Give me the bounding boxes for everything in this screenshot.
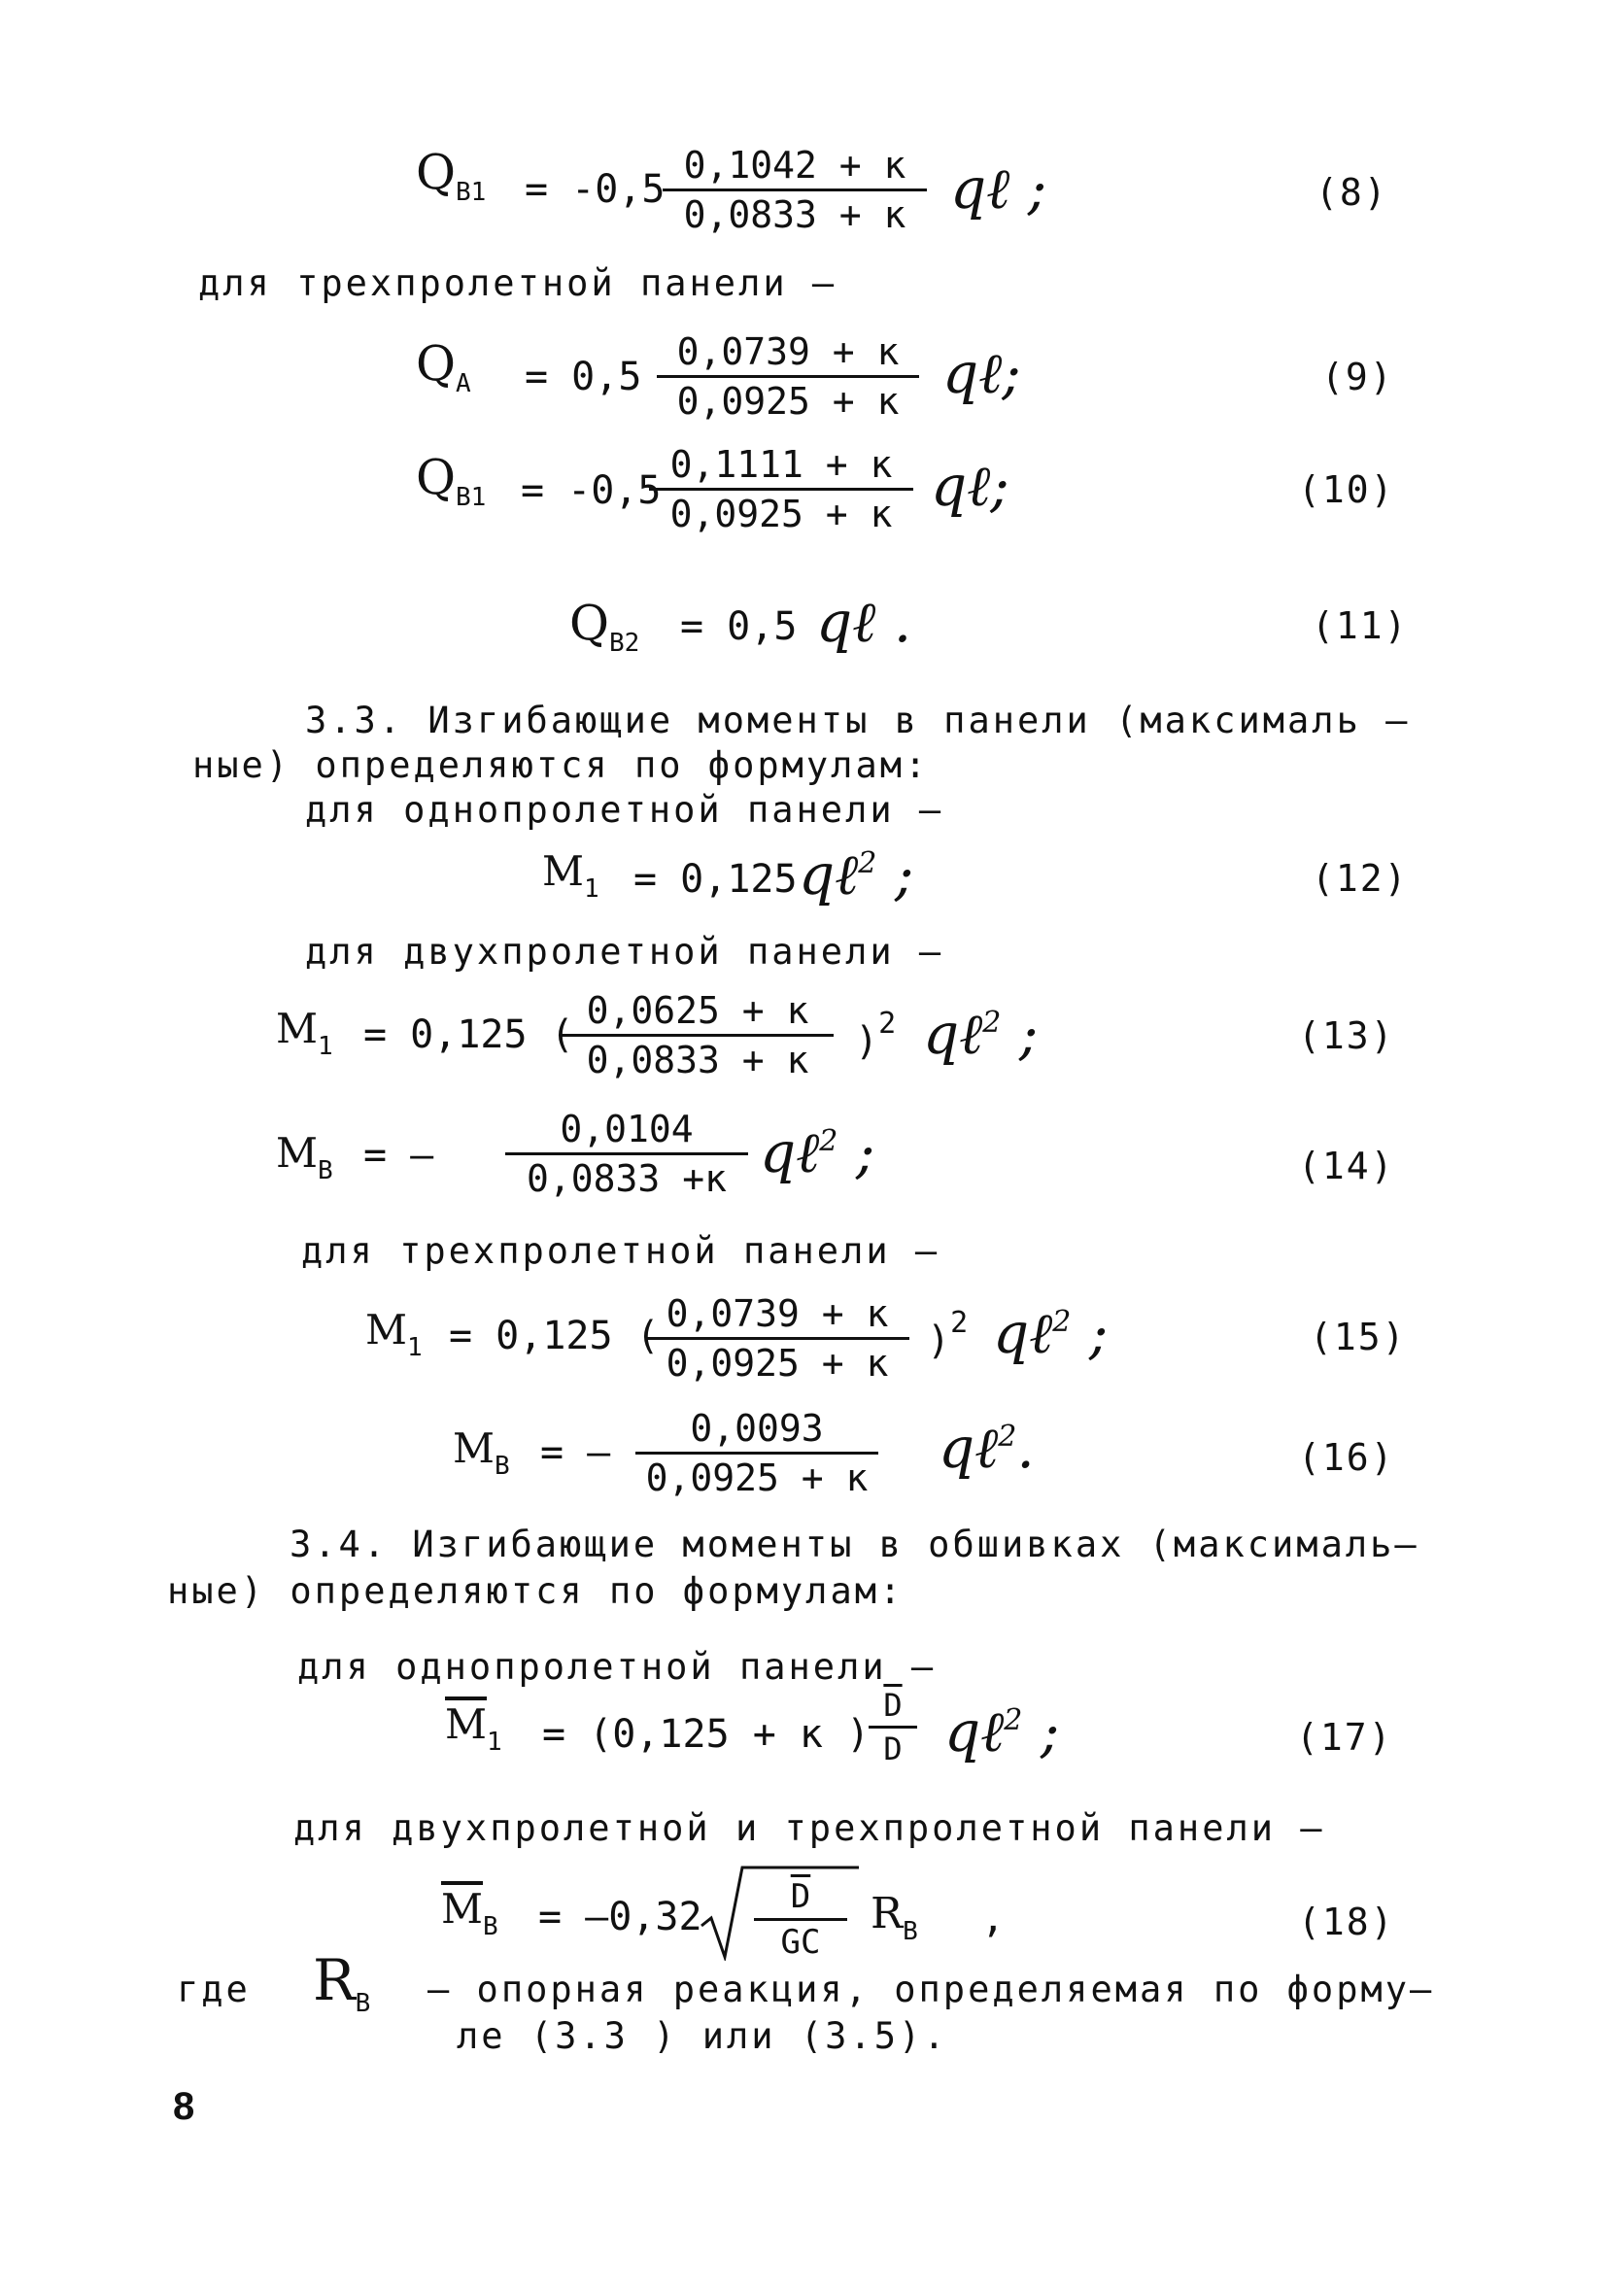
eq14-number: (14): [1298, 1145, 1395, 1187]
eq13-fraction: 0,0625 + к 0,0833 + к: [562, 989, 834, 1081]
eq14-tail: qℓ$^2$ ;: [760, 1119, 875, 1185]
eq8-number: (8): [1316, 171, 1388, 214]
eq14-fraction: 0,0104 0,0833 +к: [505, 1108, 748, 1200]
eq18-fraction: $\frac{\overline{D}}{GC}$: [754, 1877, 847, 1962]
eq13-lhs: $M_1$: [276, 1005, 333, 1061]
eq15-lhs: $M_1$: [365, 1306, 423, 1362]
where-word: где: [177, 1969, 251, 2010]
eq10-coef: = -0,5: [521, 468, 662, 513]
paragraph-3-4-line1: 3.4. Изгибающие моменты в обшивках (максималь–: [290, 1524, 1419, 1565]
eq11-number: (11): [1312, 604, 1409, 647]
eq9-tail: qℓ;: [942, 340, 1021, 406]
eq10-fraction: 0,1111 + к 0,0925 + к: [649, 443, 913, 535]
eq17-lhs: $\overline{M}_1$: [445, 1700, 502, 1757]
eq10-lhs: $Q_{B1}$: [416, 449, 487, 512]
eq17-rhs: = (0,125 + к ): [542, 1712, 871, 1757]
paragraph-3-3-line2: ные) определяются по формулам:: [192, 744, 930, 786]
eq18-coef: = –0,32: [538, 1895, 702, 1939]
eq15-close: )$^2$: [927, 1306, 969, 1363]
eq18-comma: ,: [981, 1897, 1006, 1941]
eq13-tail: qℓ$^2$ ;: [923, 1001, 1039, 1067]
eq17-number: (17): [1296, 1716, 1393, 1759]
eq16-lhs: $M_B$: [453, 1424, 510, 1481]
where-symbol: $R_B$: [313, 1947, 371, 2018]
eq10-tail: qℓ;: [931, 453, 1009, 519]
eq12-lhs: $M_1$: [542, 847, 599, 904]
text-three-span-1: для трехпролетной панели –: [198, 262, 837, 304]
eq14-lhs: $M_B$: [276, 1129, 333, 1185]
eq15-tail: qℓ$^2$ ;: [993, 1300, 1109, 1366]
eq18-lhs: $\overline{M}_B$: [441, 1885, 498, 1941]
eq16-fraction: 0,0093 0,0925 + к: [635, 1407, 878, 1499]
page-number: 8: [173, 2085, 195, 2128]
eq9-fraction: 0,0739 + к 0,0925 + к: [657, 330, 919, 423]
eq17-fraction: $\frac{\overline{D}}{D}$: [869, 1687, 917, 1767]
eq8-coef: = -0,5: [525, 167, 666, 212]
eq9-lhs: $Q_A$: [416, 335, 471, 398]
where-line2: ле (3.3 ) или (3.5).: [457, 2015, 948, 2057]
eq18-number: (18): [1298, 1901, 1395, 1943]
eq16-number: (16): [1298, 1436, 1395, 1479]
eq9-number: (9): [1321, 356, 1394, 398]
where-line1: – опорная реакция, определяемая по форму–: [427, 1969, 1435, 2010]
eq17-tail: qℓ$^2$ ;: [944, 1698, 1060, 1765]
eq11-lhs: $Q_{B2}$: [569, 595, 640, 658]
eq11-rhs: = 0,5: [680, 604, 798, 649]
eq13-number: (13): [1298, 1014, 1395, 1057]
eq12-number: (12): [1312, 857, 1409, 900]
paragraph-3-4-line2: ные) определяются по формулам:: [167, 1570, 905, 1612]
eq16-tail: qℓ$^2$.: [939, 1415, 1035, 1481]
eq15-number: (15): [1310, 1316, 1407, 1358]
eq14-coef: = –: [363, 1133, 434, 1178]
eq12-rhs: = 0,125: [633, 857, 798, 902]
eq16-coef: = –: [540, 1430, 611, 1475]
text-one-span-2: для однопролетной панели –: [297, 1646, 937, 1688]
eq8-tail: qℓ ;: [950, 155, 1047, 222]
eq8-lhs: $Q_{B1}$: [416, 144, 487, 207]
paragraph-3-3-line1: 3.3. Изгибающие моменты в панели (максималь –: [305, 700, 1411, 741]
eq15-fraction: 0,0739 + к 0,0925 + к: [645, 1292, 909, 1385]
text-one-span-1: для однопролетной панели –: [305, 789, 944, 831]
eq13-close: )$^2$: [855, 1007, 897, 1064]
eq9-coef: = 0,5: [525, 355, 642, 399]
eq13-coef: = 0,125 (: [363, 1012, 574, 1057]
text-two-span-1: для двухпролетной панели –: [305, 931, 944, 973]
eq18-reaction: $R_B$: [871, 1889, 918, 1946]
text-two-three-span: для двухпролетной и трехпролетной панели –: [293, 1807, 1325, 1849]
eq8-fraction: 0,1042 + к 0,0833 + к: [663, 144, 927, 236]
eq12-tail: qℓ$^2$ ;: [799, 841, 914, 908]
eq15-coef: = 0,125 (: [449, 1314, 660, 1358]
eq10-number: (10): [1298, 468, 1395, 511]
eq11-tail: qℓ .: [816, 589, 912, 655]
text-three-span-2: для трехпролетной панели –: [301, 1230, 940, 1272]
